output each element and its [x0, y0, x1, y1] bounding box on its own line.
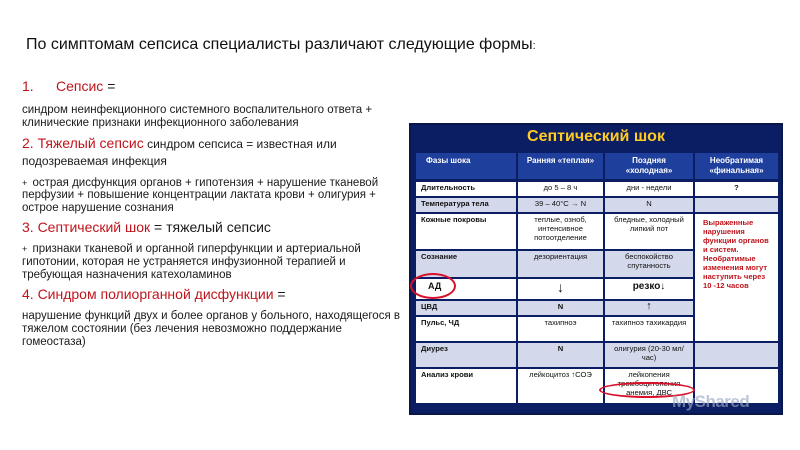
- table-row: [416, 198, 693, 212]
- row-late: олигурия (20-30 мл/час): [605, 343, 693, 367]
- item-4-text: нарушение функций двух и более органов у больного, находящегося в тяжелом состоянии (без лечения невозможно поддержание гомеостаза): [22, 310, 400, 348]
- row-early: дезориентация: [518, 251, 603, 277]
- row-early: до 5 – 8 ч: [518, 182, 603, 196]
- table-body: [416, 153, 778, 403]
- item-1-text: синдром неинфекционного системного воспалительного ответа + клинические признаки инфекционного заболевания: [22, 104, 373, 129]
- row-early: тахипноэ: [518, 317, 603, 341]
- table-row: [416, 317, 693, 341]
- item-4-heading: 4. Синдром полиорганной дисфункции =: [22, 286, 286, 303]
- row-final-empty: [695, 198, 778, 212]
- row-label: Сознание: [416, 251, 516, 277]
- bp-highlight-circle: [410, 273, 456, 299]
- item-3-text: + признаки тканевой и органной гиперфункции и артериальной гипотонии, которая не устраняется инфузионной терапией и требующая назначения катехоламинов: [22, 242, 361, 281]
- forms-list: [22, 78, 402, 352]
- watermark: MyShared: [672, 392, 750, 411]
- table-row: [416, 279, 693, 299]
- septic-shock-table: [409, 123, 783, 415]
- table-header-row: [416, 153, 778, 179]
- row-late: дни - недели: [605, 182, 693, 196]
- item-1-heading: 1. Сепсис =: [22, 78, 116, 94]
- final-phase-note: Выраженные нарушения функции органов и систем. Необратимые изменения могут наступить через 10 -12 часов: [695, 214, 778, 341]
- row-label: Диурез: [416, 343, 516, 367]
- item-2-text: + острая дисфункция органов + гипотензия + нарушение тканевой перфузии + повышение концентрации лактата крови + олигурия + острое нарушение сознания: [22, 176, 379, 215]
- row-label: Пульс, ЧД: [416, 317, 516, 341]
- row-label: Анализ крови: [416, 369, 516, 403]
- table-row: [416, 214, 693, 249]
- row-late: резко↓: [605, 279, 693, 299]
- header-phases: Фазы шока: [416, 153, 516, 179]
- table-title: Септический шок: [527, 128, 665, 145]
- slide-title: По симптомам сепсиса специалисты различают следующие формы:: [26, 36, 536, 53]
- table-row: [416, 251, 693, 277]
- row-early: N: [518, 301, 603, 315]
- header-final: Необратимая «финальная»: [695, 153, 778, 179]
- table-row: [416, 301, 693, 315]
- row-early: теплые, озноб, интенсивное потоотделение: [518, 214, 603, 249]
- item-3-heading: 3. Септический шок = тяжелый сепсис: [22, 218, 271, 235]
- row-label: Длительность: [416, 182, 516, 196]
- row-label: Кожные покровы: [416, 214, 516, 249]
- row-late: тахипноэ тахикардия: [605, 317, 693, 341]
- row-late: лейкопения тромбоцитопения анемия, ДВС: [605, 369, 693, 403]
- row-early: N: [518, 343, 603, 367]
- row-label: АД: [416, 279, 516, 299]
- row-late: N: [605, 198, 693, 212]
- table-row: [416, 182, 693, 196]
- header-early: Ранняя «теплая»: [518, 153, 603, 179]
- row-early: 39 – 40°С → N: [518, 198, 603, 212]
- row-label: ЦВД: [416, 301, 516, 315]
- table-row: [416, 343, 693, 367]
- row-final-duration: ?: [695, 182, 778, 196]
- header-late: Поздняя «холодная»: [605, 153, 693, 179]
- row-label: Температура тела: [416, 198, 516, 212]
- row-early: лейкоцитоз ↑СОЭ: [518, 369, 603, 403]
- item-2-heading: 2. Тяжелый сепсис синдром сепсиса = известная или подозреваемая инфекция: [22, 134, 337, 168]
- row-early: ↓: [518, 279, 603, 299]
- row-late: бледные, холодный липкий пот: [605, 214, 693, 249]
- row-late: беспокойство спутанность: [605, 251, 693, 277]
- row-final-empty: [695, 343, 778, 367]
- row-late: ↑: [605, 301, 693, 315]
